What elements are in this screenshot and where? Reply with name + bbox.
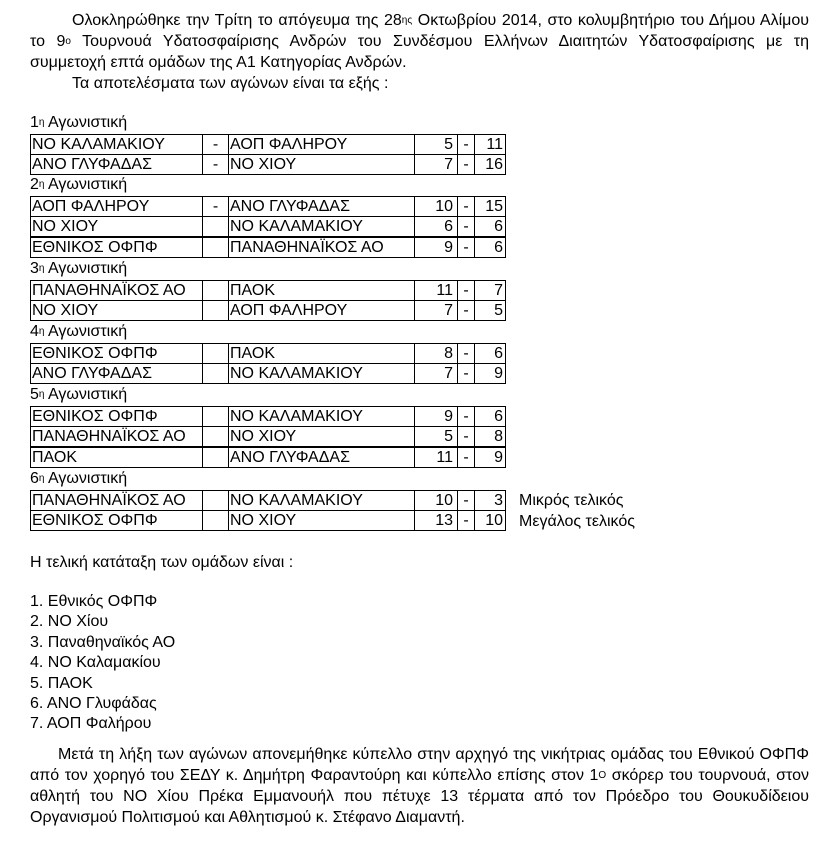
match-row [30,406,505,427]
match-home-cell: ΑΝΟ ΓΛΥΦΑΔΑΣ [30,363,203,384]
match-dash-cell: - [457,134,475,155]
match-row [30,280,505,301]
match-away-cell: ΝΟ ΧΙΟΥ [228,510,415,531]
standings-item: 1. Εθνικός ΟΦΠΦ [30,593,158,610]
match-dash-cell: - [457,280,475,301]
round-label: Αγωνιστική [44,470,128,487]
closing-paragraph [30,744,809,828]
match-away-cell: ΠΑΟΚ [228,343,415,364]
round-number: 4 [30,323,39,340]
round-ordinal-suffix: η [38,389,45,400]
match-sep-cell [202,406,229,427]
intro-text-3: Τουρνουά Υδατοσφαίρισης Ανδρών του Συνδέσμου Ελλήνων Διαιτητών Υδατοσφαίρισης με τη συμμετοχή επτά ομάδων της Α1 Κατηγορίας Ανδρών. [30,33,809,71]
match-s2-cell: 5 [474,300,506,321]
round-ordinal-suffix: η [38,117,45,128]
standings-item: 7. ΑΟΠ Φαλήρου [30,715,152,733]
match-s1-cell: 7 [414,300,458,321]
intro-text-2: Οκτωβρίου 2014, στο κολυμβητήριο του Δήμου Αλίμου το 9 [30,12,809,50]
match-home-cell: ΕΘΝΙΚΟΣ ΟΦΠΦ [30,343,203,364]
match-sep-cell: - [202,154,229,175]
match-sep-cell [202,447,229,468]
match-note: Μικρός τελικός [519,492,624,509]
match-sep-cell [202,490,229,511]
match-row [30,343,505,364]
match-sep-cell [202,300,229,321]
match-s2-cell: 7 [474,280,506,301]
match-row [30,155,505,176]
match-s1-cell: 10 [414,490,458,511]
match-s1-cell: 13 [414,510,458,531]
round-number: 6 [30,470,39,487]
match-home-cell: ΑΟΠ ΦΑΛΗΡΟΥ [30,196,203,217]
match-dash-cell: - [457,447,475,468]
match-away-cell: ΝΟ ΧΙΟΥ [228,426,415,447]
match-s2-cell: 9 [474,447,506,468]
match-row [30,448,505,469]
standings-title: Η τελική κατάταξη των ομάδων είναι : [30,554,294,571]
round-ordinal-suffix: η [38,326,45,337]
match-away-cell: ΑΟΠ ΦΑΛΗΡΟΥ [228,134,415,155]
match-home-cell: ΝΟ ΧΙΟΥ [30,216,203,237]
match-sep-cell [202,237,229,258]
match-dash-cell: - [457,154,475,175]
match-s1-cell: 7 [414,363,458,384]
intro-paragraph [30,10,809,73]
match-sep-cell [202,426,229,447]
match-s2-cell: 16 [474,154,506,175]
match-s1-cell: 10 [414,196,458,217]
match-dash-cell: - [457,363,475,384]
match-away-cell: ΠΑΟΚ [228,280,415,301]
match-row [30,490,624,511]
match-dash-cell: - [457,510,475,531]
match-s2-cell: 9 [474,363,506,384]
match-note: Μεγάλος τελικός [519,513,635,530]
match-s1-cell: 9 [414,237,458,258]
round-heading [30,113,127,133]
match-row [30,301,505,322]
standings-item: 3. Παναθηναϊκός ΑΟ [30,633,176,651]
match-row [30,196,505,217]
match-row [30,217,505,238]
standings-item: 6. ΑΝΟ Γλυφάδας [30,694,157,712]
round-heading [30,385,127,405]
round-heading [30,322,127,342]
match-sep-cell [202,343,229,364]
round-heading [30,469,127,489]
match-row [30,511,635,532]
match-dash-cell: - [457,406,475,427]
match-s1-cell: 8 [414,343,458,364]
match-away-cell: ΝΟ ΚΑΛΑΜΑΚΙΟΥ [228,406,415,427]
closing-text-2: σκόρερ του τουρνουά, στον αθλητή του ΝΟ Χίου Πρέκα Εμμανουήλ που πέτυχε 13 τέρματα από τον Πρόεδρο του Θουκυδίδειου Οργανισμού Πολιτισμού και Αθλητισμού κ. Στέφανο Διαμαντή. [30,767,809,826]
match-sep-cell [202,363,229,384]
round-label: Αγωνιστική [44,323,128,340]
match-s1-cell: 11 [414,447,458,468]
match-s1-cell: 11 [414,280,458,301]
match-row [30,134,505,155]
match-away-cell: ΝΟ ΚΑΛΑΜΑΚΙΟΥ [228,490,415,511]
round-heading [30,175,127,195]
closing-ordinal-suffix: Ο [598,770,607,781]
intro-ordinal-suffix: ης [401,15,413,26]
match-s2-cell: 8 [474,426,506,447]
round-number: 5 [30,386,39,403]
match-s1-cell: 5 [414,134,458,155]
match-row [30,364,505,385]
match-s2-cell: 6 [474,406,506,427]
round-number: 1 [30,114,39,131]
match-s1-cell: 9 [414,406,458,427]
match-away-cell: ΝΟ ΧΙΟΥ [228,154,415,175]
match-s2-cell: 10 [474,510,506,531]
match-s1-cell: 6 [414,216,458,237]
round-label: Αγωνιστική [44,176,128,193]
match-dash-cell: - [457,196,475,217]
match-dash-cell: - [457,216,475,237]
match-away-cell: ΑΟΠ ΦΑΛΗΡΟΥ [228,300,415,321]
intro-text: Ολοκληρώθηκε την Τρίτη το απόγευμα της 28 [72,12,402,29]
match-dash-cell: - [457,343,475,364]
round-ordinal-suffix: η [38,263,45,274]
match-away-cell: ΝΟ ΚΑΛΑΜΑΚΙΟΥ [228,216,415,237]
standings-item: 4. ΝΟ Καλαμακίου [30,654,161,672]
match-home-cell: ΠΑΝΑΘΗΝΑΪΚΟΣ ΑΟ [30,490,203,511]
results-intro: Τα αποτελέσματα των αγώνων είναι τα εξής : [72,75,389,92]
match-sep-cell: - [202,134,229,155]
match-s1-cell: 7 [414,154,458,175]
standings-list [30,592,175,735]
match-row [30,238,505,259]
round-number: 3 [30,260,39,277]
match-s2-cell: 15 [474,196,506,217]
match-dash-cell: - [457,237,475,258]
match-row [30,427,505,448]
intro-ordinal-suffix-2: ο [65,36,71,47]
standings-item: 5. ΠΑΟΚ [30,674,93,692]
match-away-cell: ΑΝΟ ΓΛΥΦΑΔΑΣ [228,447,415,468]
round-ordinal-suffix: η [38,473,45,484]
match-sep-cell [202,510,229,531]
match-s1-cell: 5 [414,426,458,447]
match-home-cell: ΠΑΟΚ [30,447,203,468]
match-s2-cell: 3 [474,490,506,511]
match-home-cell: ΠΑΝΑΘΗΝΑΪΚΟΣ ΑΟ [30,426,203,447]
match-home-cell: ΕΘΝΙΚΟΣ ΟΦΠΦ [30,406,203,427]
round-ordinal-suffix: η [38,179,45,190]
match-dash-cell: - [457,300,475,321]
match-s2-cell: 6 [474,343,506,364]
match-sep-cell [202,280,229,301]
match-sep-cell: - [202,196,229,217]
match-dash-cell: - [457,490,475,511]
match-home-cell: ΕΘΝΙΚΟΣ ΟΦΠΦ [30,237,203,258]
round-label: Αγωνιστική [44,386,128,403]
match-home-cell: ΝΟ ΚΑΛΑΜΑΚΙΟΥ [30,134,203,155]
match-home-cell: ΑΝΟ ΓΛΥΦΑΔΑΣ [30,154,203,175]
round-label: Αγωνιστική [44,114,128,131]
match-home-cell: ΕΘΝΙΚΟΣ ΟΦΠΦ [30,510,203,531]
match-home-cell: ΝΟ ΧΙΟΥ [30,300,203,321]
closing-text: Μετά τη λήξη των αγώνων απονεμήθηκε κύπελλο στην αρχηγό της νικήτριας ομάδας του Εθνικού ΟΦΠΦ από τον χορηγό του ΣΕΔΥ κ. Δημήτρη Φαραντούρη και κύπελλο επίσης στον 1 [30,746,809,784]
match-away-cell: ΑΝΟ ΓΛΥΦΑΔΑΣ [228,196,415,217]
round-label: Αγωνιστική [44,260,128,277]
match-away-cell: ΝΟ ΚΑΛΑΜΑΚΙΟΥ [228,363,415,384]
match-away-cell: ΠΑΝΑΘΗΝΑΪΚΟΣ ΑΟ [228,237,415,258]
match-sep-cell [202,216,229,237]
match-home-cell: ΠΑΝΑΘΗΝΑΪΚΟΣ ΑΟ [30,280,203,301]
round-number: 2 [30,176,39,193]
match-dash-cell: - [457,426,475,447]
match-s2-cell: 6 [474,216,506,237]
standings-item: 2. ΝΟ Χίου [30,613,109,631]
match-s2-cell: 6 [474,237,506,258]
round-heading [30,259,127,279]
match-s2-cell: 11 [474,134,506,155]
